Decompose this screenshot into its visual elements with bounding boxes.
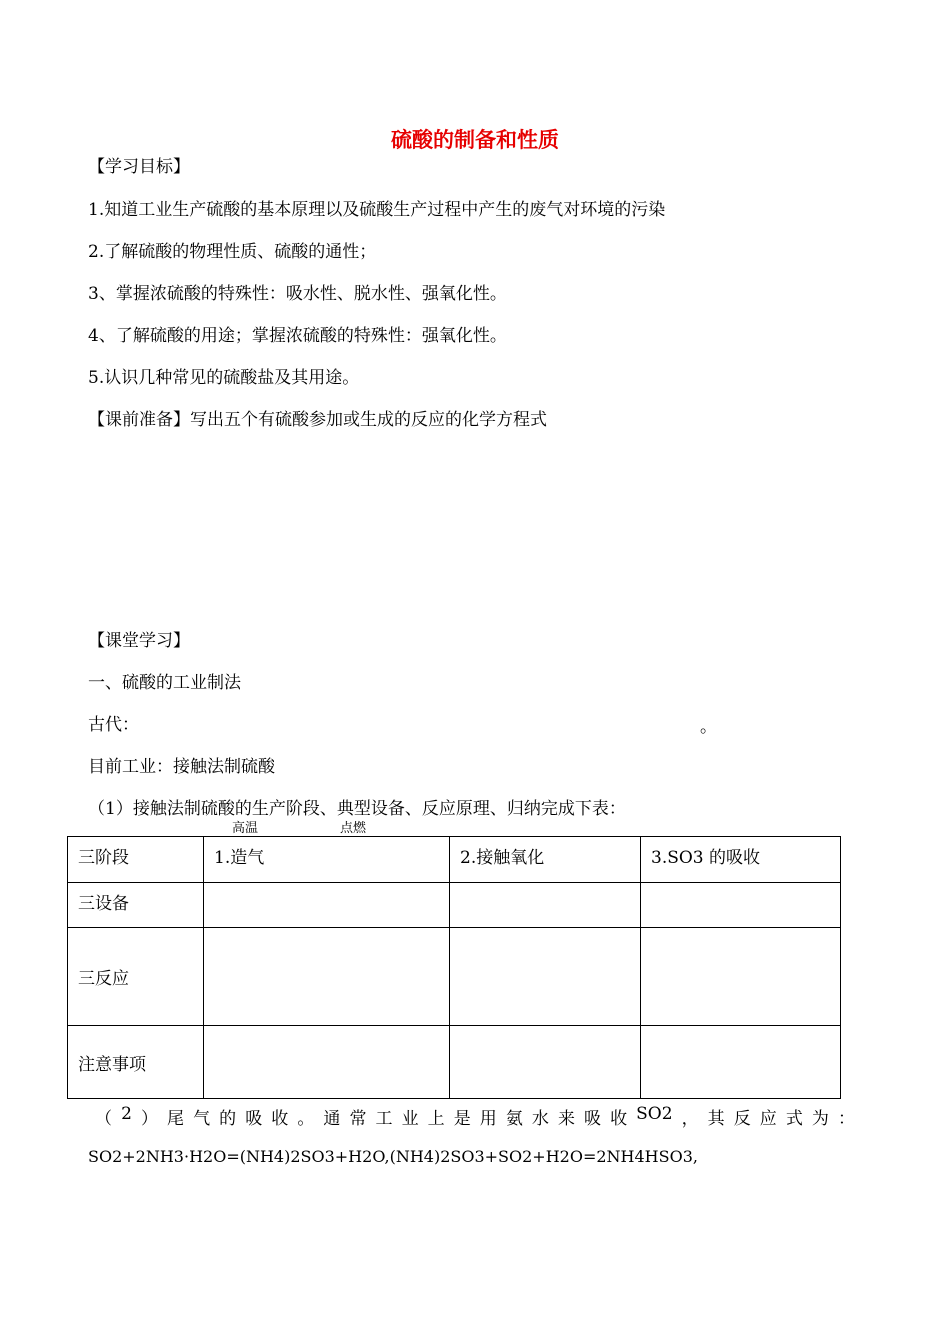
ancient-label: 古代：	[88, 715, 139, 735]
classroom-heading: 【课堂学习】	[88, 631, 190, 651]
table-cell	[204, 928, 450, 1026]
modern-method: 目前工业：接触法制硫酸	[88, 757, 275, 777]
table-header-row	[68, 837, 841, 883]
task-1: （1）接触法制硫酸的生产阶段、典型设备、反应原理、归纳完成下表：	[88, 799, 626, 819]
table-cell	[450, 928, 641, 1026]
table-row	[68, 1026, 841, 1099]
condition-high-temp: 高温	[232, 821, 259, 836]
table-header-cell: 三阶段	[68, 837, 204, 883]
objective-item: 2.了解硫酸的物理性质、硫酸的通性；	[88, 242, 377, 262]
section-heading: 一、硫酸的工业制法	[88, 673, 241, 693]
prep-task: 【课前准备】写出五个有硫酸参加或生成的反应的化学方程式	[88, 410, 547, 430]
table-row	[68, 883, 841, 928]
table-header-cell: 3.SO3 的吸收	[641, 837, 841, 883]
stage-table	[67, 836, 841, 1099]
objective-item: 1.知道工业生产硫酸的基本原理以及硫酸生产过程中产生的废气对环境的污染	[88, 200, 666, 220]
tail-gas-absorption: （ 2 ） 尾 气 的 吸 收 。 通 常 工 业 上 是 用 氨 水 来 吸 收 SO2 ， 其 反 应 式 为 ：	[95, 1104, 855, 1129]
table-cell	[450, 1026, 641, 1099]
table-header-cell: 1.造气	[204, 837, 450, 883]
table-cell	[204, 1026, 450, 1099]
table-row-label: 注意事项	[68, 1026, 204, 1099]
absorption-equation: SO2+2NH3·H2O=(NH4)2SO3+H2O,(NH4)2SO3+SO2+H2O=2NH4HSO3,	[88, 1147, 698, 1166]
table-cell	[641, 928, 841, 1026]
table-cell	[641, 1026, 841, 1099]
objectives-heading: 【学习目标】	[88, 157, 190, 177]
objective-item: 3、掌握浓硫酸的特殊性：吸水性、脱水性、强氧化性。	[88, 284, 507, 304]
table-cell	[450, 883, 641, 928]
objective-item: 4、了解硫酸的用途；掌握浓硫酸的特殊性：强氧化性。	[88, 326, 507, 346]
table-row-label: 三设备	[68, 883, 204, 928]
condition-ignite: 点燃	[340, 821, 367, 836]
table-header-cell: 2.接触氧化	[450, 837, 641, 883]
table-row-label: 三反应	[68, 928, 204, 1026]
ancient-end-mark: 。	[700, 717, 717, 737]
page-title: 硫酸的制备和性质	[391, 128, 559, 152]
objective-item: 5.认识几种常见的硫酸盐及其用途。	[88, 368, 360, 388]
table-cell	[641, 883, 841, 928]
table-cell	[204, 883, 450, 928]
table-row	[68, 928, 841, 1026]
